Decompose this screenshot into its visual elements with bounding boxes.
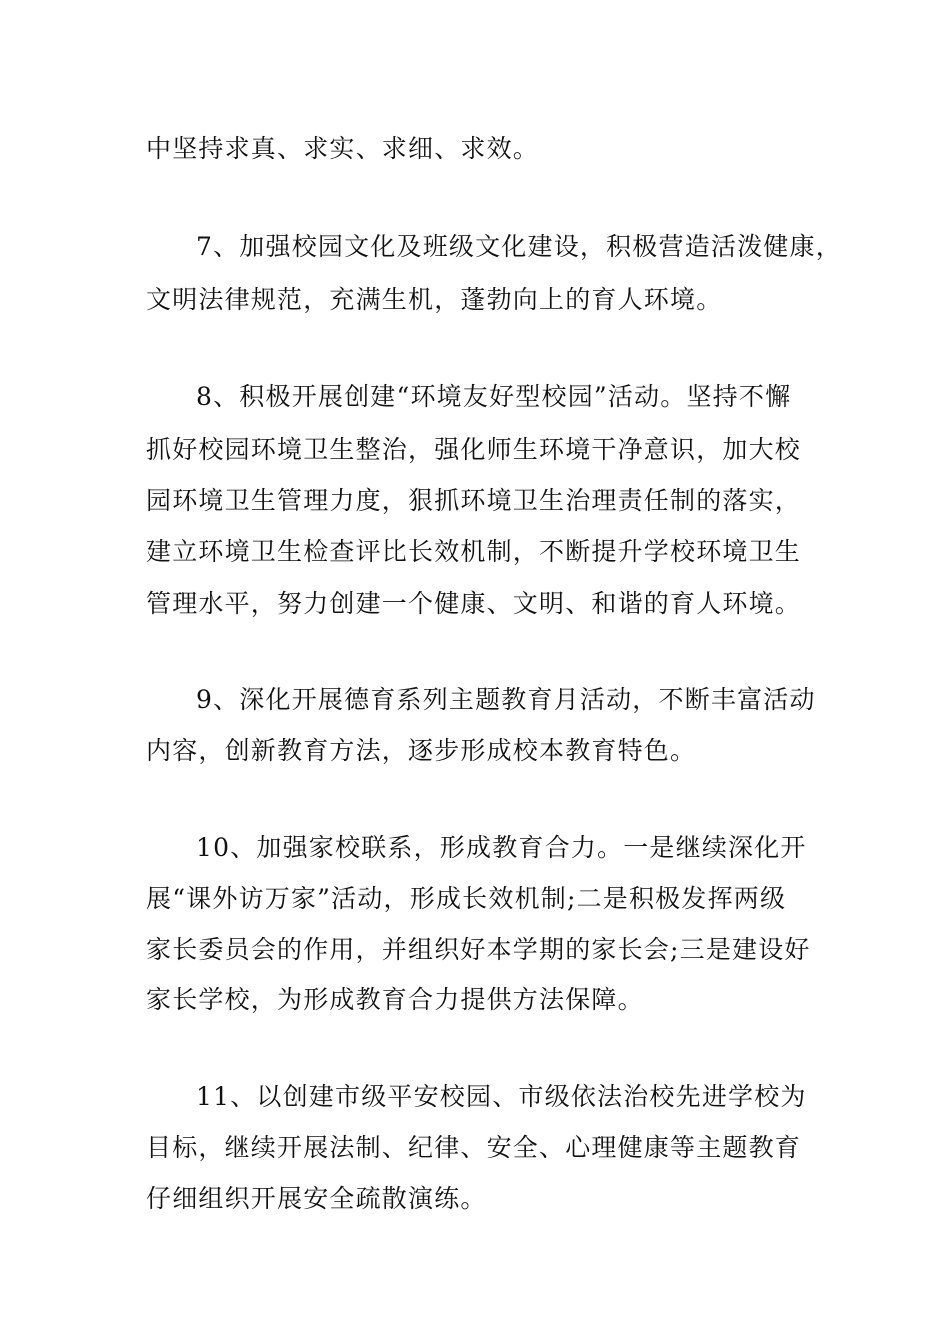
paragraph-line: 11、以创建市级平安校园、市级依法治校先进学校为	[196, 1082, 807, 1111]
paragraph-line: 展“课外访万家”活动，形成长效机制;二是积极发挥两级	[146, 884, 787, 913]
paragraph-line: 家长学校，为形成教育合力提供方法保障。	[146, 985, 644, 1014]
paragraph-line: 管理水平，努力创建一个健康、文明、和谐的育人环境。	[146, 589, 802, 618]
paragraph-line: 目标，继续开展法制、纪律、安全、心理健康等主题教育	[146, 1133, 802, 1162]
paragraph-line: 园环境卫生管理力度，狠抓环境卫生治理责任制的落实，	[146, 486, 802, 515]
paragraph-line: 家长委员会的作用，并组织好本学期的家长会;三是建设好	[146, 935, 811, 964]
paragraph-line: 7、加强校园文化及班级文化建设，积极营造活泼健康，	[196, 232, 842, 261]
paragraph-line: 8、积极开展创建“环境友好型校园”活动。坚持不懈	[196, 382, 792, 411]
paragraph-line: 9、深化开展德育系列主题教育月活动，不断丰富活动	[196, 685, 816, 714]
paragraph-line: 建立环境卫生检查评比长效机制，不断提升学校环境卫生	[146, 537, 802, 566]
paragraph-line: 仔细组织开展安全疏散演练。	[146, 1184, 487, 1213]
paragraph-line: 中坚持求真、求实、求细、求效。	[146, 134, 540, 163]
paragraph-line: 文明法律规范，充满生机，蓬勃向上的育人环境。	[146, 285, 723, 314]
paragraph-line: 抓好校园环境卫生整治，强化师生环境干净意识，加大校	[146, 435, 802, 464]
paragraph-line: 10、加强家校联系，形成教育合力。一是继续深化开	[196, 833, 807, 862]
paragraph-line: 内容，创新教育方法，逐步形成校本教育特色。	[146, 736, 697, 765]
